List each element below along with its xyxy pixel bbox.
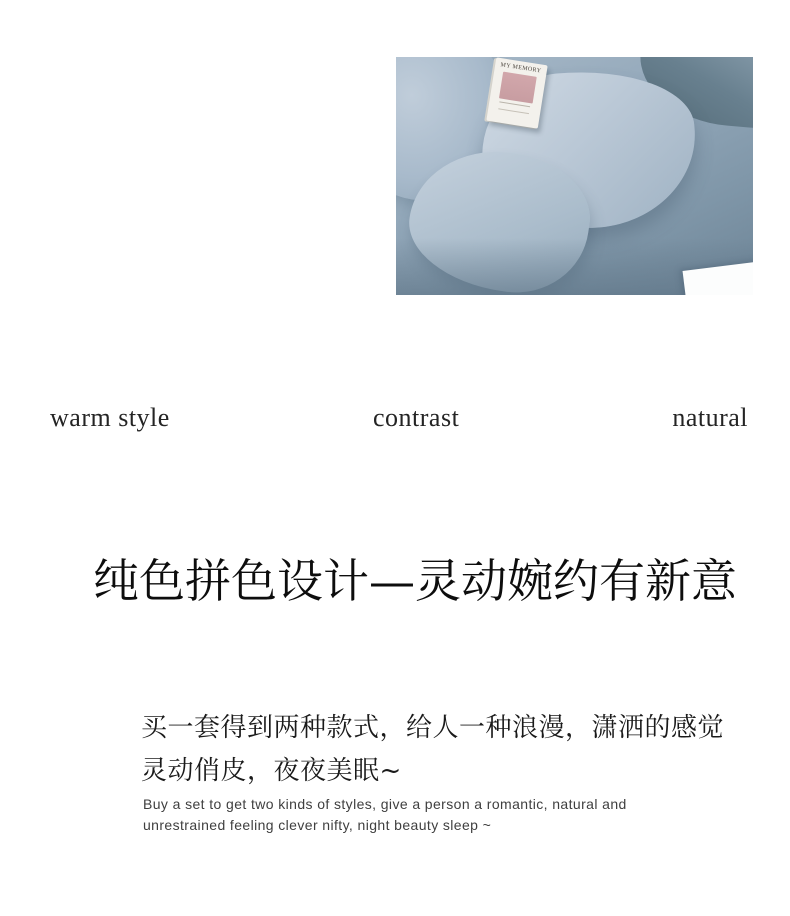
bedding-photo — [396, 57, 753, 295]
memory-book-title: MY MEMORY — [499, 61, 542, 75]
english-caption-line-2: unrestrained feeling clever nifty, night beauty sleep ~ — [143, 817, 492, 833]
label-natural: natural — [672, 403, 748, 432]
memory-book-text-lines — [498, 101, 530, 114]
memory-book — [486, 57, 547, 128]
main-heading: 纯色拼色设计—灵动婉约有新意 — [93, 554, 737, 608]
body-text-line-1: 买一套得到两种款式，给人一种浪漫，潇洒的感觉 — [141, 713, 725, 743]
label-warm-style: warm style — [50, 403, 170, 432]
body-text-line-2: 灵动俏皮，夜夜美眠~ — [141, 756, 402, 786]
memory-book-pink-label — [498, 71, 536, 103]
english-caption-line-1: Buy a set to get two kinds of styles, give a person a romantic, natural and — [143, 796, 627, 812]
label-contrast: contrast — [373, 403, 460, 432]
